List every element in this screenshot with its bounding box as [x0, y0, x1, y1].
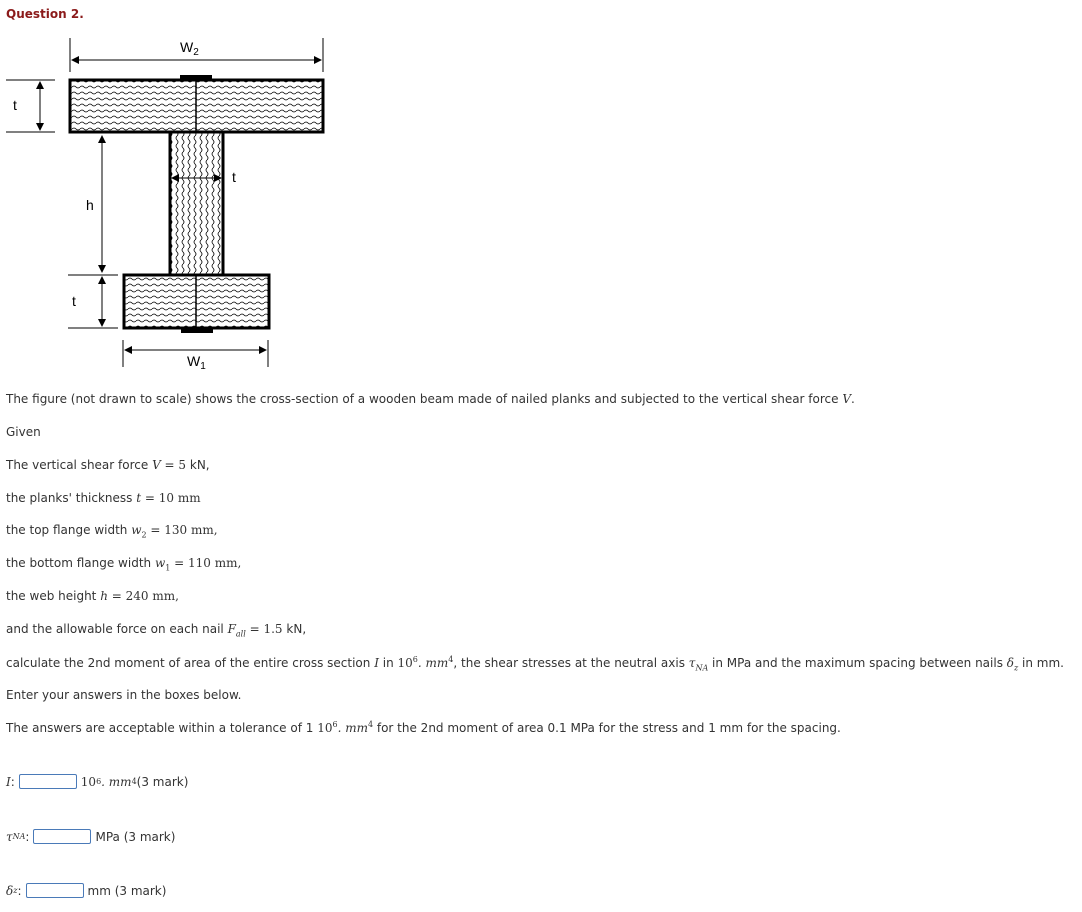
calculate-instruction: calculate the 2nd moment of area of the entire cross section I in $10^6$. $mm^4$, the shear stresses at the neutral axis $\tau_{NA}$ in MPa and the maximum spacing between nails $\delta_z$ in mm.	[6, 655, 1064, 673]
given-label: Given	[6, 425, 41, 439]
answer-delta-unit: mm (3 mark)	[87, 883, 167, 898]
web	[170, 132, 223, 275]
answer-row-delta: δ z : mm (3 mark)	[6, 883, 167, 898]
answer-I-colon: :	[10, 774, 15, 789]
answer-delta-input[interactable]	[26, 883, 84, 898]
given-bottom-width: the bottom flange width $w_1 = 110$ mm,	[6, 556, 242, 573]
given-thickness: the planks' thickness t = 10 mm	[6, 491, 201, 505]
answer-delta-label: δ	[6, 883, 14, 898]
label-t-top: t	[13, 97, 17, 113]
answer-tau-input[interactable]	[33, 829, 91, 844]
top-nail-head	[180, 75, 212, 81]
label-w1: $W_1$	[187, 353, 206, 372]
given-web-height: the web height h = 240 mm,	[6, 589, 179, 603]
enter-instruction: Enter your answers in the boxes below.	[6, 688, 242, 702]
given-nail-force: and the allowable force on each nail $F_{all} = 1.5$ kN,	[6, 622, 307, 639]
answer-delta-colon: :	[17, 883, 22, 898]
bottom-nail-head	[181, 327, 213, 333]
label-t-bottom: t	[72, 293, 76, 309]
answer-tau-colon: :	[25, 829, 30, 844]
label-w2: $W_2$	[180, 39, 199, 58]
question-title: Question 2.	[6, 7, 84, 21]
tolerance-note: The answers are acceptable within a tolerance of 1 $10^6$. $mm^4$ for the 2nd moment of area 0.1 MPa for the stress and 1 mm for the spacing.	[6, 720, 841, 735]
answer-row-tau: τ NA : MPa (3 mark)	[6, 829, 176, 844]
beam-cross-section-figure	[0, 30, 340, 375]
given-top-width: the top flange width $w_2 = 130$ mm,	[6, 523, 218, 540]
answer-tau-unit: MPa (3 mark)	[95, 829, 176, 844]
label-h: h	[86, 197, 94, 213]
answer-I-unit-base: 10	[80, 774, 97, 789]
intro-text: The figure (not drawn to scale) shows the cross-section of a wooden beam made of nailed planks and subjected to the vertical shear force V.	[6, 392, 855, 406]
answer-I-label: I	[6, 774, 11, 789]
answer-I-input[interactable]	[19, 774, 77, 789]
given-shear-force: The vertical shear force V = 5 kN,	[6, 458, 210, 472]
answer-tau-label: τ	[6, 829, 13, 844]
answer-I-marks: (3 mark)	[136, 774, 189, 789]
answer-row-I: I : 10 6 . mm 4 (3 mark)	[6, 774, 189, 789]
label-t-web: t	[232, 169, 236, 185]
